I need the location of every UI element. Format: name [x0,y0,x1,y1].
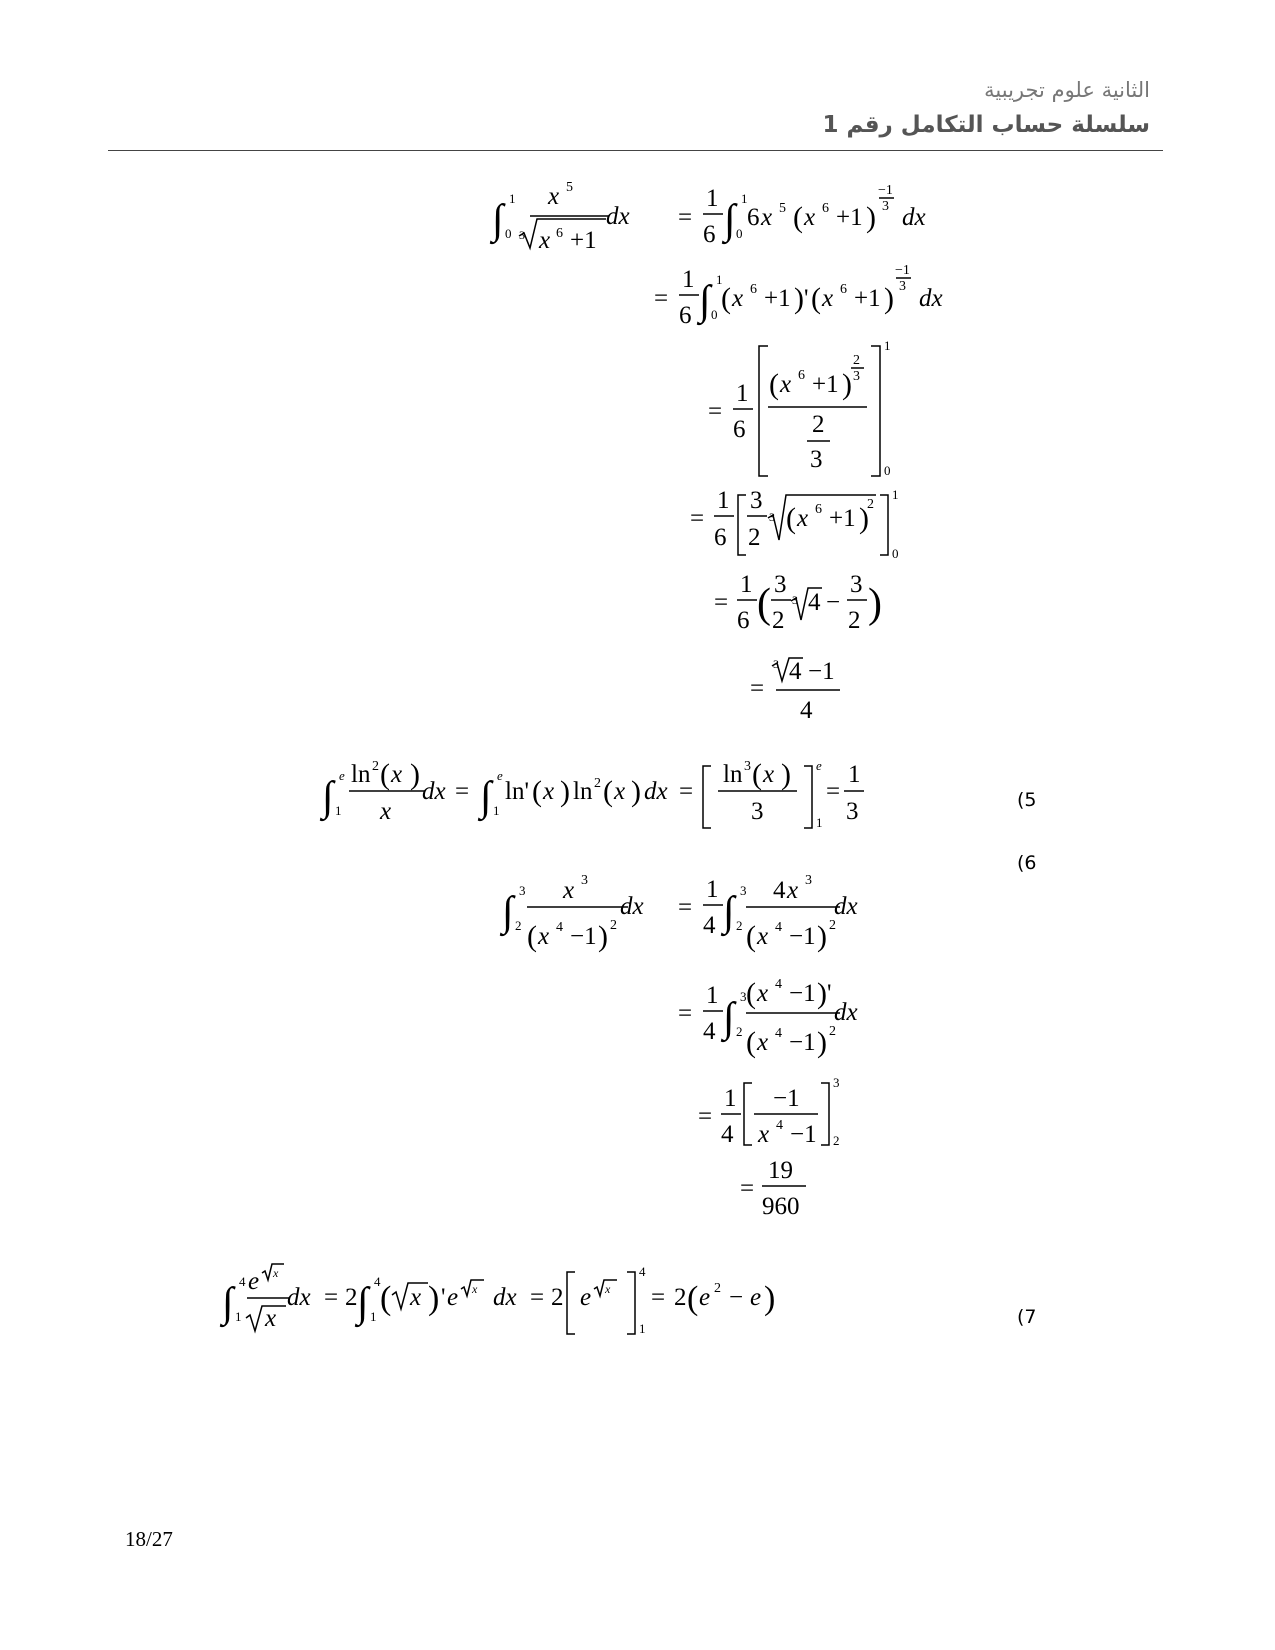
svg-text:x: x [614,778,626,805]
svg-text:': ' [827,980,832,1007]
svg-text:1: 1 [716,272,723,287]
svg-text:−1: −1 [790,1121,817,1148]
svg-text:(: ( [786,502,796,535]
svg-text:2: 2 [748,524,761,551]
exercise-6-step-3 [698,1075,840,1148]
svg-text:x: x [787,877,799,904]
svg-text:e: e [580,1284,592,1311]
svg-text:2: 2 [848,607,861,634]
svg-text:4: 4 [789,658,802,685]
svg-text:3: 3 [774,571,787,598]
svg-text:0: 0 [884,463,891,478]
svg-text:): ) [866,201,876,234]
svg-text:3: 3 [805,873,812,888]
svg-text:3: 3 [850,571,863,598]
svg-text:(: ( [380,758,390,791]
svg-text:∫: ∫ [723,889,735,935]
svg-text:dx: dx [422,778,446,805]
svg-text:1: 1 [370,1309,377,1324]
svg-text:6: 6 [714,524,727,551]
svg-text:x: x [780,371,792,398]
svg-text:x: x [543,778,555,805]
svg-text:6: 6 [840,282,847,297]
svg-text:x: x [563,877,575,904]
header-class-label: الثانية علوم تجريبية [984,78,1150,102]
svg-text:(: ( [603,775,613,808]
exercise-number-6: (6 [1017,852,1037,874]
svg-text:dx: dx [644,778,668,805]
svg-text:−1: −1 [878,183,893,198]
svg-text:=: = [698,1103,713,1130]
svg-text:3: 3 [740,883,747,898]
svg-text:x: x [472,1282,478,1296]
svg-text:−1: −1 [789,980,816,1007]
svg-text:=: = [651,1284,666,1311]
svg-text:1: 1 [717,487,730,514]
svg-text:=: = [530,1284,545,1311]
svg-text:1: 1 [736,380,749,407]
svg-text:6: 6 [750,282,757,297]
svg-text:4: 4 [775,1026,782,1041]
svg-text:(: ( [746,1026,756,1059]
exercise-5 [319,758,864,830]
svg-text:∫: ∫ [723,995,735,1041]
svg-text:1: 1 [892,487,899,502]
svg-text:4: 4 [721,1121,734,1148]
svg-text:4: 4 [556,920,563,935]
svg-text:−1: −1 [895,263,910,278]
svg-text:3: 3 [519,228,525,242]
svg-text:1: 1 [706,876,719,903]
svg-text:): ) [410,758,420,791]
svg-text:x: x [265,1305,277,1332]
svg-text:4: 4 [773,877,786,904]
svg-text:2: 2 [736,918,743,933]
svg-text:x: x [410,1284,422,1311]
svg-text:−1: −1 [789,1029,816,1056]
svg-text:=: = [714,589,729,616]
svg-text:e: e [750,1284,762,1311]
svg-text:(: ( [769,368,779,401]
svg-text:x: x [761,204,773,231]
svg-text:∫: ∫ [357,1280,369,1326]
svg-text:6: 6 [815,502,822,517]
svg-text:e: e [248,1268,260,1295]
svg-text:+1: +1 [854,285,881,312]
svg-text:e: e [447,1284,459,1311]
svg-text:4: 4 [374,1274,381,1289]
svg-text:(: ( [527,920,537,953]
svg-text:2: 2 [829,918,836,933]
svg-text:): ) [817,920,827,953]
svg-text:(: ( [746,977,756,1010]
svg-text:): ) [631,775,641,808]
svg-text:): ) [781,758,791,791]
svg-text:1: 1 [740,571,753,598]
svg-text:1: 1 [335,803,342,818]
svg-text:x: x [732,285,744,312]
exercise-4-step-4 [690,487,899,561]
svg-text:2: 2 [736,1024,743,1039]
svg-text:−1: −1 [789,923,816,950]
svg-text:2: 2 [515,918,522,933]
svg-text:3: 3 [882,199,889,214]
svg-text:dx: dx [902,204,926,231]
svg-text:5: 5 [566,180,573,195]
svg-text:3: 3 [519,883,526,898]
svg-text:(: ( [752,758,762,791]
svg-text:x: x [539,227,551,254]
svg-text:): ) [859,502,869,535]
svg-text:+1: +1 [764,285,791,312]
svg-text:4: 4 [703,1018,716,1045]
svg-text:+1: +1 [836,204,863,231]
svg-text:=: = [654,285,669,312]
svg-text:3: 3 [853,369,860,384]
svg-text:6: 6 [679,302,692,329]
exercise-4-result [750,657,840,724]
svg-text:=: = [708,398,723,425]
svg-text:=: = [678,1000,693,1027]
svg-text:=: = [690,505,705,532]
svg-text:4: 4 [775,977,782,992]
svg-text:dx: dx [287,1284,311,1311]
header-series-title: سلسلة حساب التكامل رقم 1 [822,112,1150,138]
svg-text:x: x [757,1029,769,1056]
svg-text:0: 0 [505,226,512,241]
svg-text:+1: +1 [812,371,839,398]
svg-text:2: 2 [772,607,785,634]
svg-text:∫: ∫ [322,774,334,820]
svg-text:e: e [816,758,822,773]
svg-text:−1: −1 [808,658,835,685]
svg-text:2: 2 [345,1284,358,1311]
svg-text:x: x [822,285,834,312]
svg-text:2: 2 [594,776,601,791]
svg-text:3: 3 [810,446,823,473]
svg-text:1: 1 [706,185,719,212]
svg-text:3: 3 [833,1075,840,1090]
svg-text:−1: −1 [570,923,597,950]
exercise-4-step-5 [714,571,882,634]
svg-text:(: ( [721,282,731,315]
svg-text:6: 6 [822,201,829,216]
svg-text:x: x [758,1121,770,1148]
svg-text:3: 3 [773,657,779,671]
svg-text:=: = [740,1175,755,1202]
svg-text:): ) [598,920,608,953]
svg-text:x: x [797,505,809,532]
svg-text:1: 1 [816,815,823,830]
svg-text:ln: ln [573,778,593,805]
svg-text:1: 1 [509,191,516,206]
svg-text:x: x [380,798,392,825]
svg-text:0: 0 [711,307,718,322]
svg-text:): ) [842,368,852,401]
svg-text:2: 2 [674,1284,687,1311]
svg-text:4: 4 [775,920,782,935]
svg-text:=: = [678,894,693,921]
svg-text:3: 3 [769,510,775,524]
svg-text:6: 6 [703,221,716,248]
svg-text:∫: ∫ [222,1280,234,1326]
svg-text:4: 4 [239,1274,246,1289]
exercise-4-step-2 [654,263,943,329]
svg-text:ln': ln' [505,778,529,805]
exercise-7 [219,1264,775,1336]
exercise-6-step-2 [678,977,858,1059]
svg-text:e: e [699,1284,711,1311]
svg-text:(: ( [532,775,542,808]
svg-text:(: ( [811,282,821,315]
svg-text:4: 4 [800,697,813,724]
svg-text:=: = [826,778,841,805]
svg-text:x: x [605,1282,611,1296]
svg-text:=: = [679,778,694,805]
svg-text:4: 4 [703,912,716,939]
svg-text:−1: −1 [773,1085,800,1112]
svg-text:+1: +1 [829,505,856,532]
svg-text:x: x [763,761,775,788]
svg-text:e: e [497,768,503,783]
svg-text:3: 3 [792,593,798,607]
svg-text:x: x [391,761,403,788]
svg-text:): ) [794,282,804,315]
svg-text:=: = [750,675,765,702]
svg-text:6: 6 [556,226,563,241]
svg-text:2: 2 [610,918,617,933]
svg-text:2: 2 [372,759,379,774]
svg-text:dx: dx [834,999,858,1026]
svg-text:dx: dx [620,893,644,920]
svg-text:=: = [678,204,693,231]
svg-text:−: − [826,589,841,616]
svg-text:960: 960 [762,1193,800,1220]
svg-text:0: 0 [892,546,899,561]
svg-text:∫: ∫ [699,278,711,324]
svg-text:): ) [817,1026,827,1059]
svg-text:1: 1 [724,1085,737,1112]
svg-text:3: 3 [744,759,751,774]
svg-text:1: 1 [639,1321,646,1336]
svg-text:2: 2 [867,497,874,512]
page-number: 18/27 [125,1527,173,1551]
svg-text:x: x [804,204,816,231]
svg-text:4: 4 [776,1118,783,1133]
svg-text:=: = [455,778,470,805]
svg-text:2: 2 [812,411,825,438]
svg-text:3: 3 [750,487,763,514]
svg-text:': ' [441,1284,446,1311]
svg-text:19: 19 [768,1157,793,1184]
svg-text:1: 1 [848,761,861,788]
svg-text:x: x [273,1266,279,1280]
svg-text:∫: ∫ [502,889,514,935]
left-bracket [759,346,768,476]
svg-text:2: 2 [833,1133,840,1148]
svg-text:dx: dx [493,1284,517,1311]
svg-text:3: 3 [751,798,764,825]
svg-text:dx: dx [834,893,858,920]
svg-text:x: x [757,980,769,1007]
svg-text:): ) [884,282,894,315]
svg-text:=: = [324,1284,339,1311]
svg-text:): ) [868,581,882,627]
svg-text:(: ( [746,920,756,953]
svg-text:x: x [548,183,560,210]
exercise-number-7: (7 [1017,1306,1037,1328]
svg-text:ln: ln [351,761,371,788]
svg-text:dx: dx [606,203,630,230]
svg-text:∫: ∫ [724,197,736,243]
right-bracket [871,346,880,476]
svg-text:ln: ln [723,761,743,788]
svg-text:': ' [804,285,809,312]
svg-text:4: 4 [639,1264,646,1279]
svg-text:−: − [729,1284,744,1311]
exercise-6-result [740,1157,806,1220]
svg-text:e: e [339,768,345,783]
svg-text:1: 1 [741,191,748,206]
svg-text:5: 5 [779,201,786,216]
svg-text:(: ( [380,1280,392,1317]
svg-text:1: 1 [682,266,695,293]
svg-text:6: 6 [747,204,760,231]
exercise-4-step-1 [489,180,926,254]
svg-text:dx: dx [919,285,943,312]
svg-text:1: 1 [884,338,891,353]
svg-text:): ) [764,1280,776,1317]
svg-text:∫: ∫ [480,774,492,820]
exercise-6-step-1 [499,873,858,953]
svg-text:3: 3 [846,798,859,825]
svg-text:3: 3 [899,279,906,294]
svg-text:2: 2 [853,353,860,368]
svg-text:6: 6 [798,368,805,383]
exercise-4-step-3 [708,338,891,478]
svg-text:0: 0 [736,226,743,241]
exercise-number-5: (5 [1017,789,1037,811]
integral-sign: ∫ [492,197,504,243]
svg-text:): ) [560,775,570,808]
svg-text:2: 2 [551,1284,564,1311]
svg-text:1: 1 [235,1309,242,1324]
svg-text:(: ( [793,201,803,234]
svg-text:): ) [817,977,827,1010]
svg-text:1: 1 [706,982,719,1009]
svg-text:+1: +1 [570,227,597,254]
svg-text:1: 1 [493,803,500,818]
svg-text:3: 3 [581,873,588,888]
svg-text:6: 6 [737,607,750,634]
svg-text:4: 4 [808,589,821,616]
svg-text:3: 3 [740,989,747,1004]
svg-text:2: 2 [714,1281,721,1296]
svg-text:(: ( [757,581,771,627]
svg-text:2: 2 [829,1024,836,1039]
svg-text:x: x [538,923,550,950]
svg-text:6: 6 [733,416,746,443]
svg-text:(: ( [687,1280,699,1317]
svg-text:): ) [428,1280,440,1317]
svg-text:x: x [757,923,769,950]
